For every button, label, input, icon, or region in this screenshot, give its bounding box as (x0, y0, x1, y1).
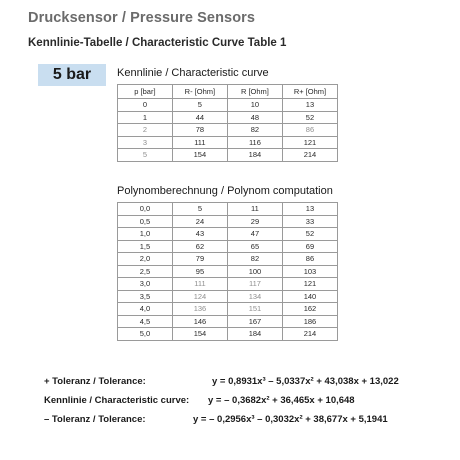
page-subtitle: Kennlinie-Tabelle / Characteristic Curve Table 1 (28, 37, 287, 49)
table-cell: 186 (282, 315, 337, 328)
table-cell: 162 (282, 303, 337, 316)
table-cell: 134 (227, 290, 282, 303)
polynom-computation-table (117, 202, 338, 341)
table-cell: 116 (227, 136, 282, 149)
table-cell: 0 (118, 99, 173, 112)
table-cell: 103 (282, 265, 337, 278)
table-row (118, 303, 338, 316)
table-cell: 43 (172, 228, 227, 241)
table-cell: 0,5 (118, 215, 173, 228)
table-cell: 79 (172, 253, 227, 266)
minus-tolerance-label: – Toleranz / Tolerance: (44, 414, 146, 425)
table-row (118, 290, 338, 303)
table-cell: 33 (282, 215, 337, 228)
table-cell: 69 (282, 240, 337, 253)
table-cell: 111 (172, 136, 227, 149)
minus-tolerance-equation: y = – 0,2956x³ – 0,3032x² + 38,677x + 5,1941 (193, 414, 388, 425)
characteristic-curve-label: Kennlinie / Characteristic curve: (44, 395, 190, 406)
table-cell: 13 (282, 99, 337, 112)
characteristic-curve-table (117, 84, 338, 162)
table-cell: 146 (172, 315, 227, 328)
table-cell: 1,0 (118, 228, 173, 241)
table-cell: 124 (172, 290, 227, 303)
table-row (118, 111, 338, 124)
table-row (118, 328, 338, 341)
column-header-pressure: p [bar] (118, 85, 173, 99)
table-cell: 48 (227, 111, 282, 124)
table-cell: 4,0 (118, 303, 173, 316)
column-header-r-minus: R- [Ohm] (172, 85, 227, 99)
table-cell: 121 (282, 136, 337, 149)
table-cell: 82 (227, 253, 282, 266)
table-cell: 47 (227, 228, 282, 241)
polynom-computation-heading: Polynomberechnung / Polynom computation (117, 185, 333, 197)
table-cell: 136 (172, 303, 227, 316)
pressure-range-badge: 5 bar (38, 64, 106, 86)
table-cell: 111 (172, 278, 227, 291)
table-row (118, 149, 338, 162)
table-cell: 121 (282, 278, 337, 291)
table-cell: 214 (282, 328, 337, 341)
table-cell: 151 (227, 303, 282, 316)
table-cell: 184 (227, 149, 282, 162)
table-cell: 13 (282, 203, 337, 216)
table-cell: 5 (172, 99, 227, 112)
plus-tolerance-label: + Toleranz / Tolerance: (44, 376, 146, 387)
table-cell: 4,5 (118, 315, 173, 328)
table-cell: 95 (172, 265, 227, 278)
table-cell: 2,5 (118, 265, 173, 278)
table-cell: 154 (172, 149, 227, 162)
table-cell: 5,0 (118, 328, 173, 341)
table-cell: 2 (118, 124, 173, 137)
table-cell: 167 (227, 315, 282, 328)
table-cell: 5 (118, 149, 173, 162)
table-cell: 78 (172, 124, 227, 137)
table-row (118, 215, 338, 228)
table-cell: 44 (172, 111, 227, 124)
page-title: Drucksensor / Pressure Sensors (28, 10, 256, 26)
table-row (118, 203, 338, 216)
table-row (118, 228, 338, 241)
table-cell: 117 (227, 278, 282, 291)
table-cell: 52 (282, 111, 337, 124)
table-cell: 140 (282, 290, 337, 303)
table-cell: 52 (282, 228, 337, 241)
table-cell: 3,0 (118, 278, 173, 291)
table-row (118, 99, 338, 112)
table-row (118, 124, 338, 137)
table-row (118, 240, 338, 253)
table-row (118, 278, 338, 291)
table-cell: 184 (227, 328, 282, 341)
table-cell: 214 (282, 149, 337, 162)
table-cell: 86 (282, 124, 337, 137)
table-cell: 3,5 (118, 290, 173, 303)
table-cell: 5 (172, 203, 227, 216)
table-cell: 29 (227, 215, 282, 228)
table-cell: 3 (118, 136, 173, 149)
table-cell: 24 (172, 215, 227, 228)
column-header-r-plus: R+ [Ohm] (282, 85, 337, 99)
plus-tolerance-equation: y = 0,8931x³ – 5,0337x² + 43,038x + 13,022 (212, 376, 399, 387)
table-cell: 1,5 (118, 240, 173, 253)
table-row (118, 315, 338, 328)
table-cell: 2,0 (118, 253, 173, 266)
table-cell: 0,0 (118, 203, 173, 216)
table-row (118, 265, 338, 278)
table-cell: 1 (118, 111, 173, 124)
table-cell: 10 (227, 99, 282, 112)
table-row (118, 136, 338, 149)
table-row (118, 253, 338, 266)
characteristic-curve-equation: y = – 0,3682x² + 36,465x + 10,648 (208, 395, 355, 406)
table-cell: 86 (282, 253, 337, 266)
table-cell: 82 (227, 124, 282, 137)
characteristic-curve-heading: Kennlinie / Characteristic curve (117, 67, 269, 79)
table-cell: 62 (172, 240, 227, 253)
table-cell: 11 (227, 203, 282, 216)
table-cell: 154 (172, 328, 227, 341)
table-cell: 65 (227, 240, 282, 253)
table-cell: 100 (227, 265, 282, 278)
table-header-row (118, 85, 338, 99)
column-header-r: R [Ohm] (227, 85, 282, 99)
